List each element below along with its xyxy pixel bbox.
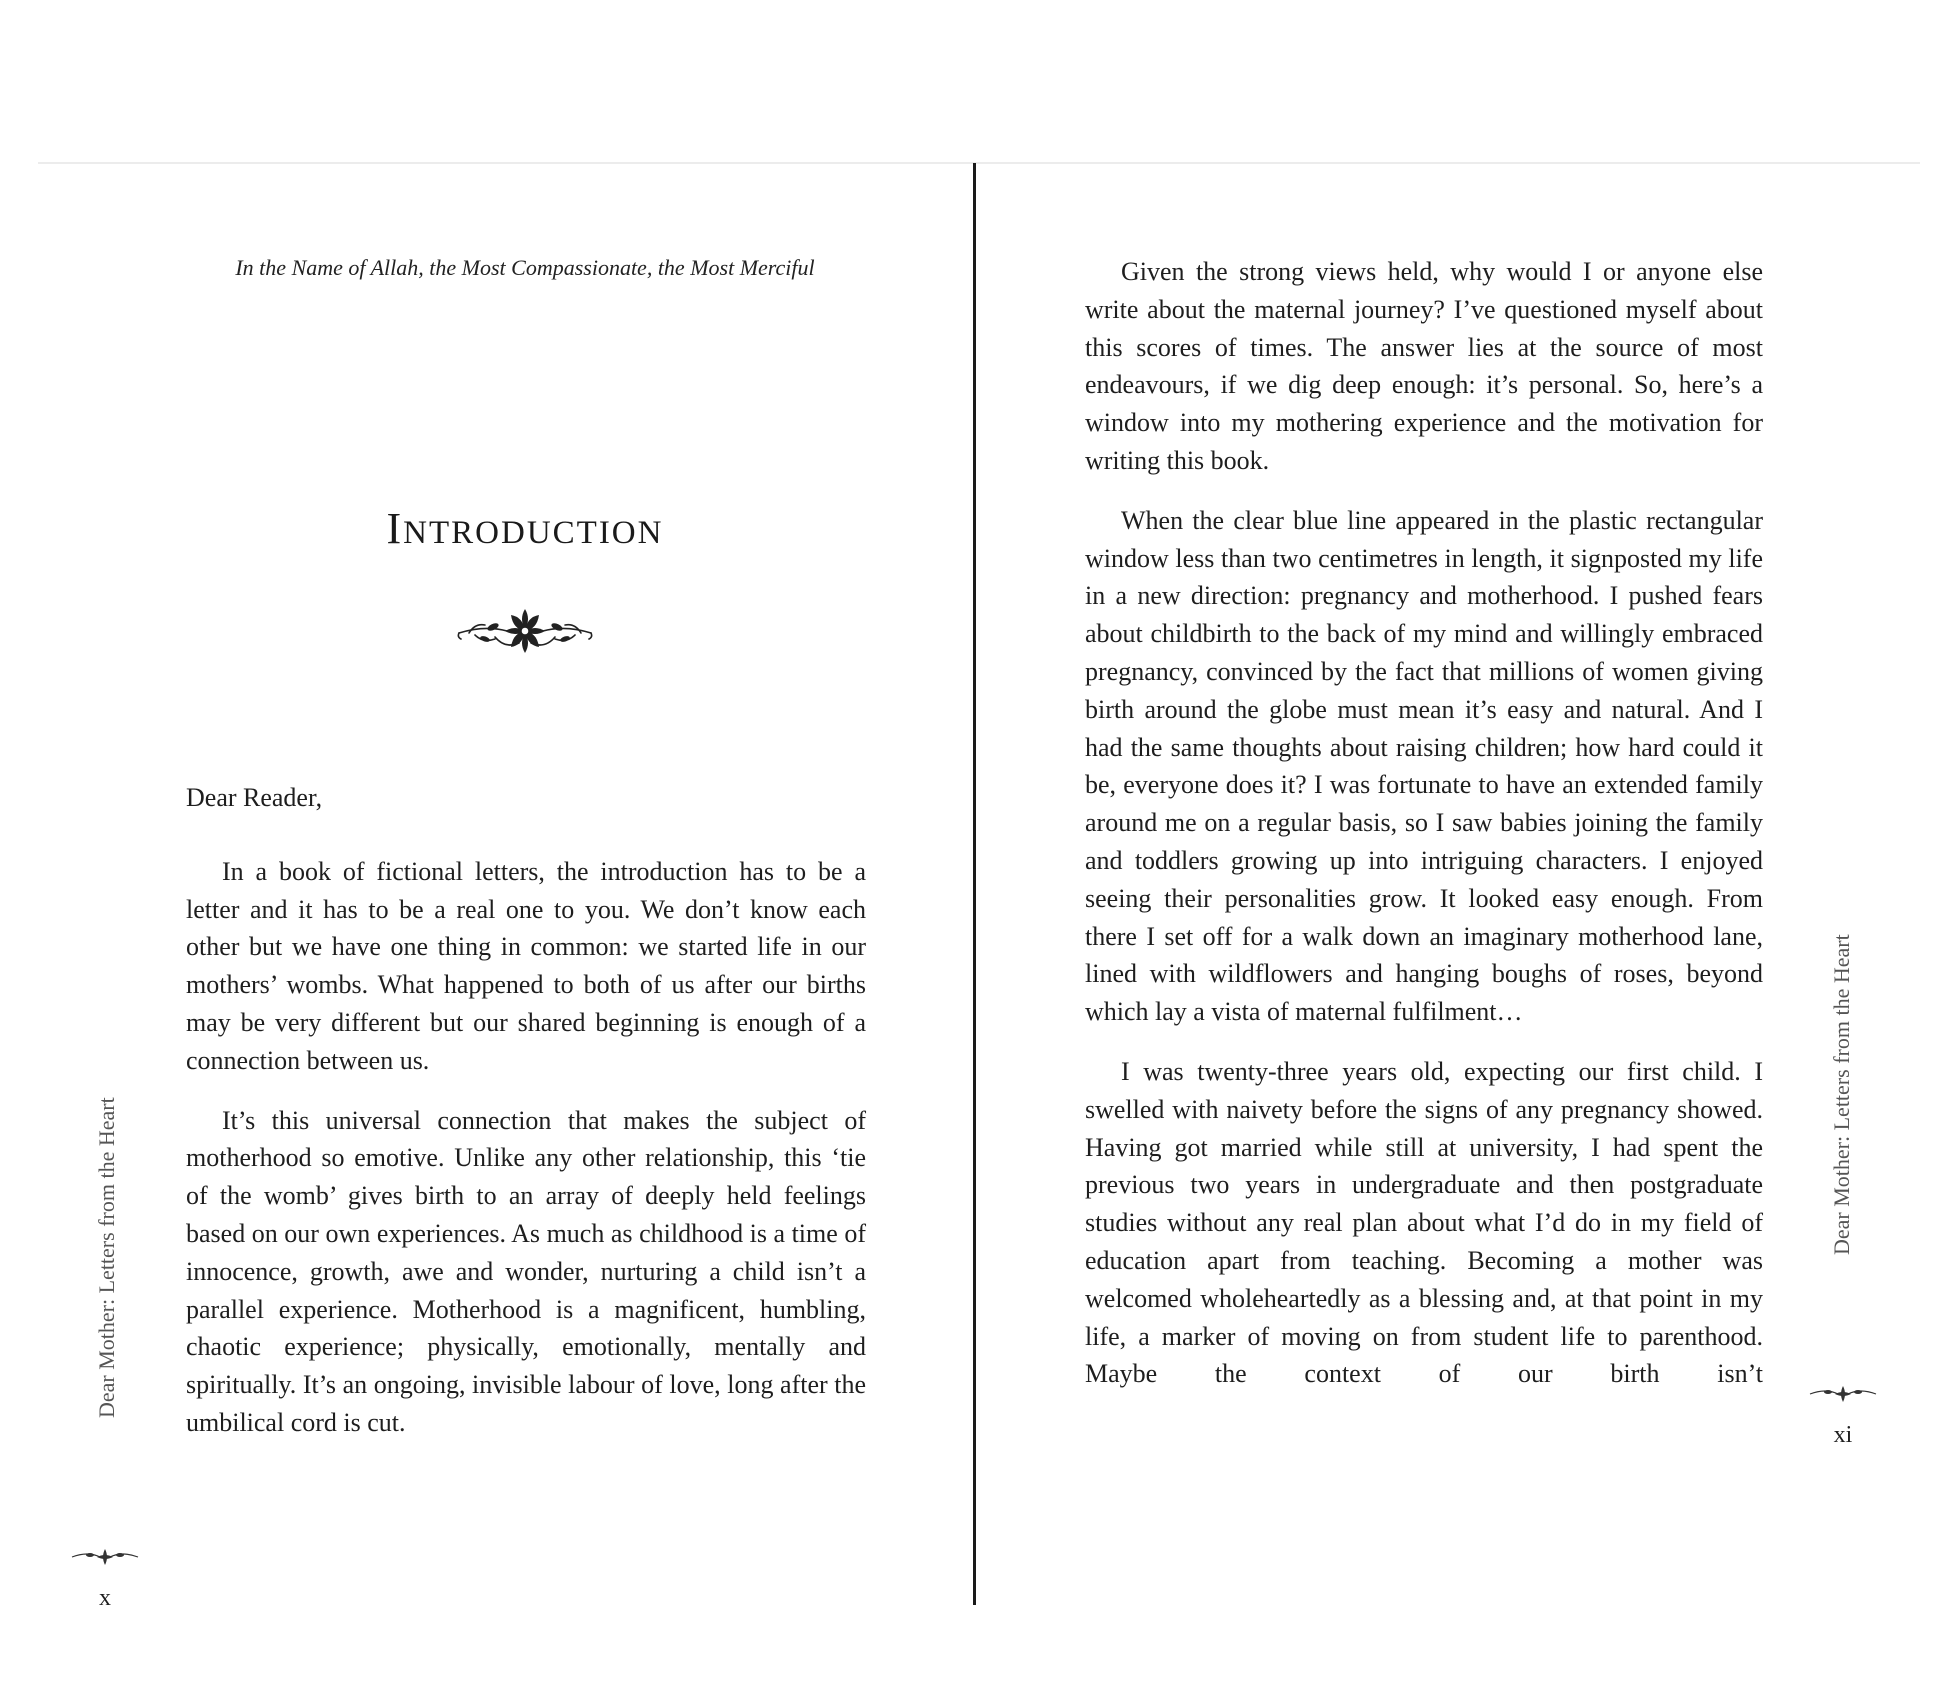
paragraph: Given the strong views held, why would I or anyone else write about the maternal journey? I’ve questioned myself about this scores of times. The answer lies at the source of most endeavours, if we dig deep enough: it’s personal. So, here’s a window into my mothering experience and the motivation for writing this book. [1085,257,1763,475]
paragraph: In a book of fictional letters, the introduction has to be a letter and it has to be a real one to you. We don’t know each other but we have one thing in common: we started life in our mothers’ wombs. What happened to both of us after our births may be very different but our shared beginning is enough of a connection between us. [186,856,866,1075]
left-page [0,163,972,1611]
running-head-left: Dear Mother: Letters from the Heart [94,1097,119,1419]
chapter-title-rest: NTRODUCTION [403,515,664,551]
paragraph: It’s this universal connection that makes the subject of motherhood so emotive. Unlike any other relationship, this ‘tie of the womb’ gives birth to an array of deeply held feelings based on our own experiences. As much as childhood is a time of innocence, growth, awe and wonder, nurturing a child isn’t a parallel experience. Motherhood is a magnificent, humbling, chaotic experience; physically, emotionally, mentally and spiritually. It’s an ongoing, invisible labour of love, long after the umbilical cord is cut. [186,1105,866,1437]
folio-ornament-icon [1808,1382,1878,1406]
salutation: Dear Reader, [186,783,323,812]
folio-right: xi [1833,1422,1853,1448]
running-head-right: Dear Mother: Letters from the Heart [1829,934,1854,1256]
paragraph: I was twenty-three years old, expecting our first child. I swelled with naivety before the signs of any pregnancy showed. Having got married while still at university, I had spent the previous two years in undergraduate and then postgraduate studies without any real plan about what I’d do in my field of education apart from teaching. Becoming a mother was welcomed wholeheartedly as a blessing and, at that point in my life, a marker of moving on from student life to parenthood. Maybe the context of our birth isn’t [1085,1056,1763,1389]
right-page [977,163,1946,1603]
book-spine [973,163,976,1605]
folio-left: x [99,1585,111,1611]
chapter-title [0,503,1050,554]
left-page-body [186,779,866,1464]
floral-ornament-icon [455,601,595,661]
folio-ornament-icon [70,1545,140,1569]
basmala: In the Name of Allah, the Most Compassionate, the Most Merciful [235,255,815,280]
chapter-title-initial: I [386,504,404,553]
paragraph: When the clear blue line appeared in the plastic rectangular window less than two centimetres in length, it signposted my life in a new direction: pregnancy and motherhood. I pushed fears about childbirth to the back of my mind and willingly embraced pregnancy, convinced by the fact that millions of women giving birth around the globe must mean it’s easy and natural. And I had the same thoughts about raising children; how hard could it be, everyone does it? I was fortunate to have an extended family around me on a regular basis, so I saw babies joining the family and toddlers growing up into intriguing characters. I enjoyed seeing their personalities grow. It looked easy enough. From there I set off for a walk down an imaginary motherhood lane, lined with wildflowers and hanging boughs of roses, beyond which lay a vista of maternal fulfilment… [1085,505,1763,1027]
right-page-body [1085,253,1763,1415]
